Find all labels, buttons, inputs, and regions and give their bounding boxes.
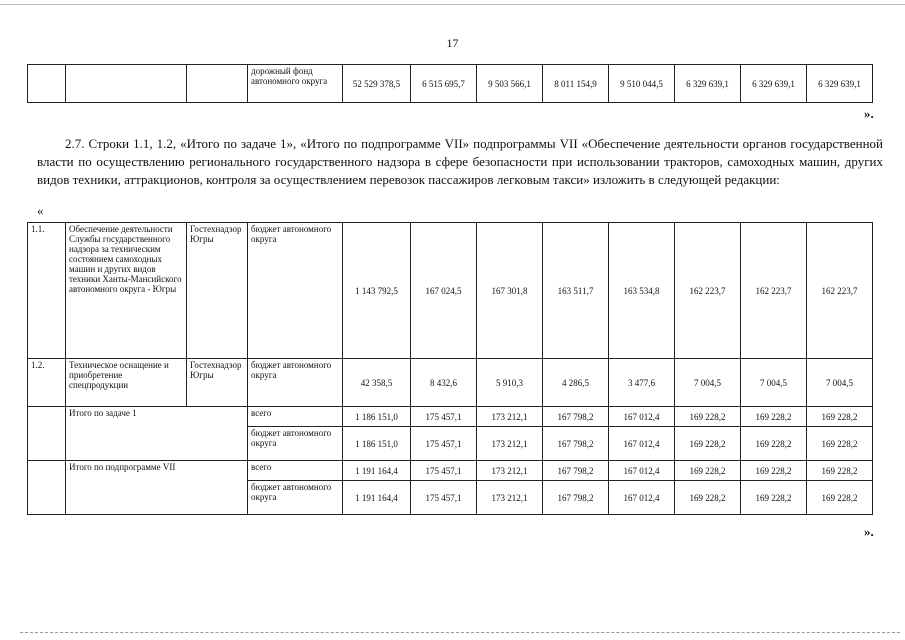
value-cell: 175 457,1 [411,407,477,427]
value-cell: 169 228,2 [675,407,741,427]
value-cell: 163 511,7 [543,223,609,359]
value-cell: 7 004,5 [807,359,873,407]
value-cell: 173 212,1 [477,481,543,515]
value-cell: 163 534,8 [609,223,675,359]
value-cell: 9 503 566,1 [477,65,543,103]
table-row [28,359,873,407]
value-cell: 6 329 639,1 [675,65,741,103]
total-label: Итого по подпрограмме VII [66,461,248,515]
value-cell: 5 910,3 [477,359,543,407]
value-cell: 8 432,6 [411,359,477,407]
value-cell: 169 228,2 [675,461,741,481]
value-cell: 162 223,7 [807,223,873,359]
value-cell: 169 228,2 [807,481,873,515]
funding-source-label: дорожный фонд автономного округа [248,65,343,103]
value-cell: 6 329 639,1 [741,65,807,103]
value-cell: 175 457,1 [411,481,477,515]
value-cell: 167 012,4 [609,407,675,427]
value-cell: 167 024,5 [411,223,477,359]
value-cell: 173 212,1 [477,407,543,427]
value-cell: 4 286,5 [543,359,609,407]
closing-quote: ». [864,524,874,539]
value-cell: 1 191 164,4 [343,481,411,515]
opening-quote: « [37,203,44,218]
value-cell: 162 223,7 [675,223,741,359]
value-cell: 167 798,2 [543,461,609,481]
value-cell: 167 012,4 [609,461,675,481]
value-cell: 6 329 639,1 [807,65,873,103]
continued-table [27,64,873,103]
total-label: Итого по задаче 1 [66,407,248,461]
funding-source: бюджет автономного округа [248,223,343,359]
amended-table [27,222,873,515]
value-cell: 9 510 044,5 [609,65,675,103]
closing-quote: ». [864,106,874,121]
value-cell: 167 798,2 [543,407,609,427]
value-cell: 169 228,2 [741,427,807,461]
value-cell: 167 798,2 [543,427,609,461]
table-row [28,461,873,481]
value-cell: 1 186 151,0 [343,407,411,427]
value-cell: 1 186 151,0 [343,427,411,461]
value-cell: 175 457,1 [411,461,477,481]
executor: Гостехнадзор Югры [187,359,248,407]
value-cell: 173 212,1 [477,461,543,481]
value-cell: 167 012,4 [609,481,675,515]
bottom-border-line [20,632,900,633]
value-cell: 169 228,2 [675,427,741,461]
value-cell: 175 457,1 [411,427,477,461]
value-cell: 169 228,2 [675,481,741,515]
value-cell: 167 798,2 [543,481,609,515]
value-cell: 167 012,4 [609,427,675,461]
value-cell: 3 477,6 [609,359,675,407]
activity-name: Обеспечение деятельности Службы государственного надзора за техническим состоянием самоходных машин и других видов техники Ханты-Мансийского автономного округа - Югры [66,223,187,359]
row-number: 1.2. [28,359,66,407]
table-row [28,65,873,103]
value-cell: 169 228,2 [741,461,807,481]
value-cell: 167 301,8 [477,223,543,359]
value-cell: 162 223,7 [741,223,807,359]
value-cell: 169 228,2 [741,481,807,515]
funding-source: бюджет автономного округа [248,481,343,515]
activity-name: Техническое оснащение и приобретение спецпродукции [66,359,187,407]
funding-source: бюджет автономного округа [248,359,343,407]
funding-source: всего [248,461,343,481]
executor: Гостехнадзор Югры [187,223,248,359]
value-cell: 1 191 164,4 [343,461,411,481]
value-cell: 6 515 695,7 [411,65,477,103]
funding-source: всего [248,407,343,427]
value-cell: 1 143 792,5 [343,223,411,359]
value-cell: 169 228,2 [807,427,873,461]
value-cell: 7 004,5 [741,359,807,407]
top-border-line [0,4,905,5]
value-cell: 42 358,5 [343,359,411,407]
amendment-paragraph: 2.7. Строки 1.1, 1.2, «Итого по задаче 1», «Итого по подпрограмме VII» подпрограммы VII «Обеспечение деятельности органов государственной власти по осуществлению регионального государственного надзора в сфере безопасности при использовании тракторов, самоходных машин, других видов техники, аттракционов, контроля за осуществлением перевозок пассажиров легковым такси» изложить в следующей редакции: [37,136,883,187]
value-cell: 7 004,5 [675,359,741,407]
row-number: 1.1. [28,223,66,359]
value-cell: 173 212,1 [477,427,543,461]
value-cell: 52 529 378,5 [343,65,411,103]
table-row [28,223,873,359]
table-row [28,407,873,427]
value-cell: 169 228,2 [741,407,807,427]
page-number: 17 [446,36,459,50]
funding-source: бюджет автономного округа [248,427,343,461]
value-cell: 169 228,2 [807,461,873,481]
value-cell: 8 011 154,9 [543,65,609,103]
value-cell: 169 228,2 [807,407,873,427]
